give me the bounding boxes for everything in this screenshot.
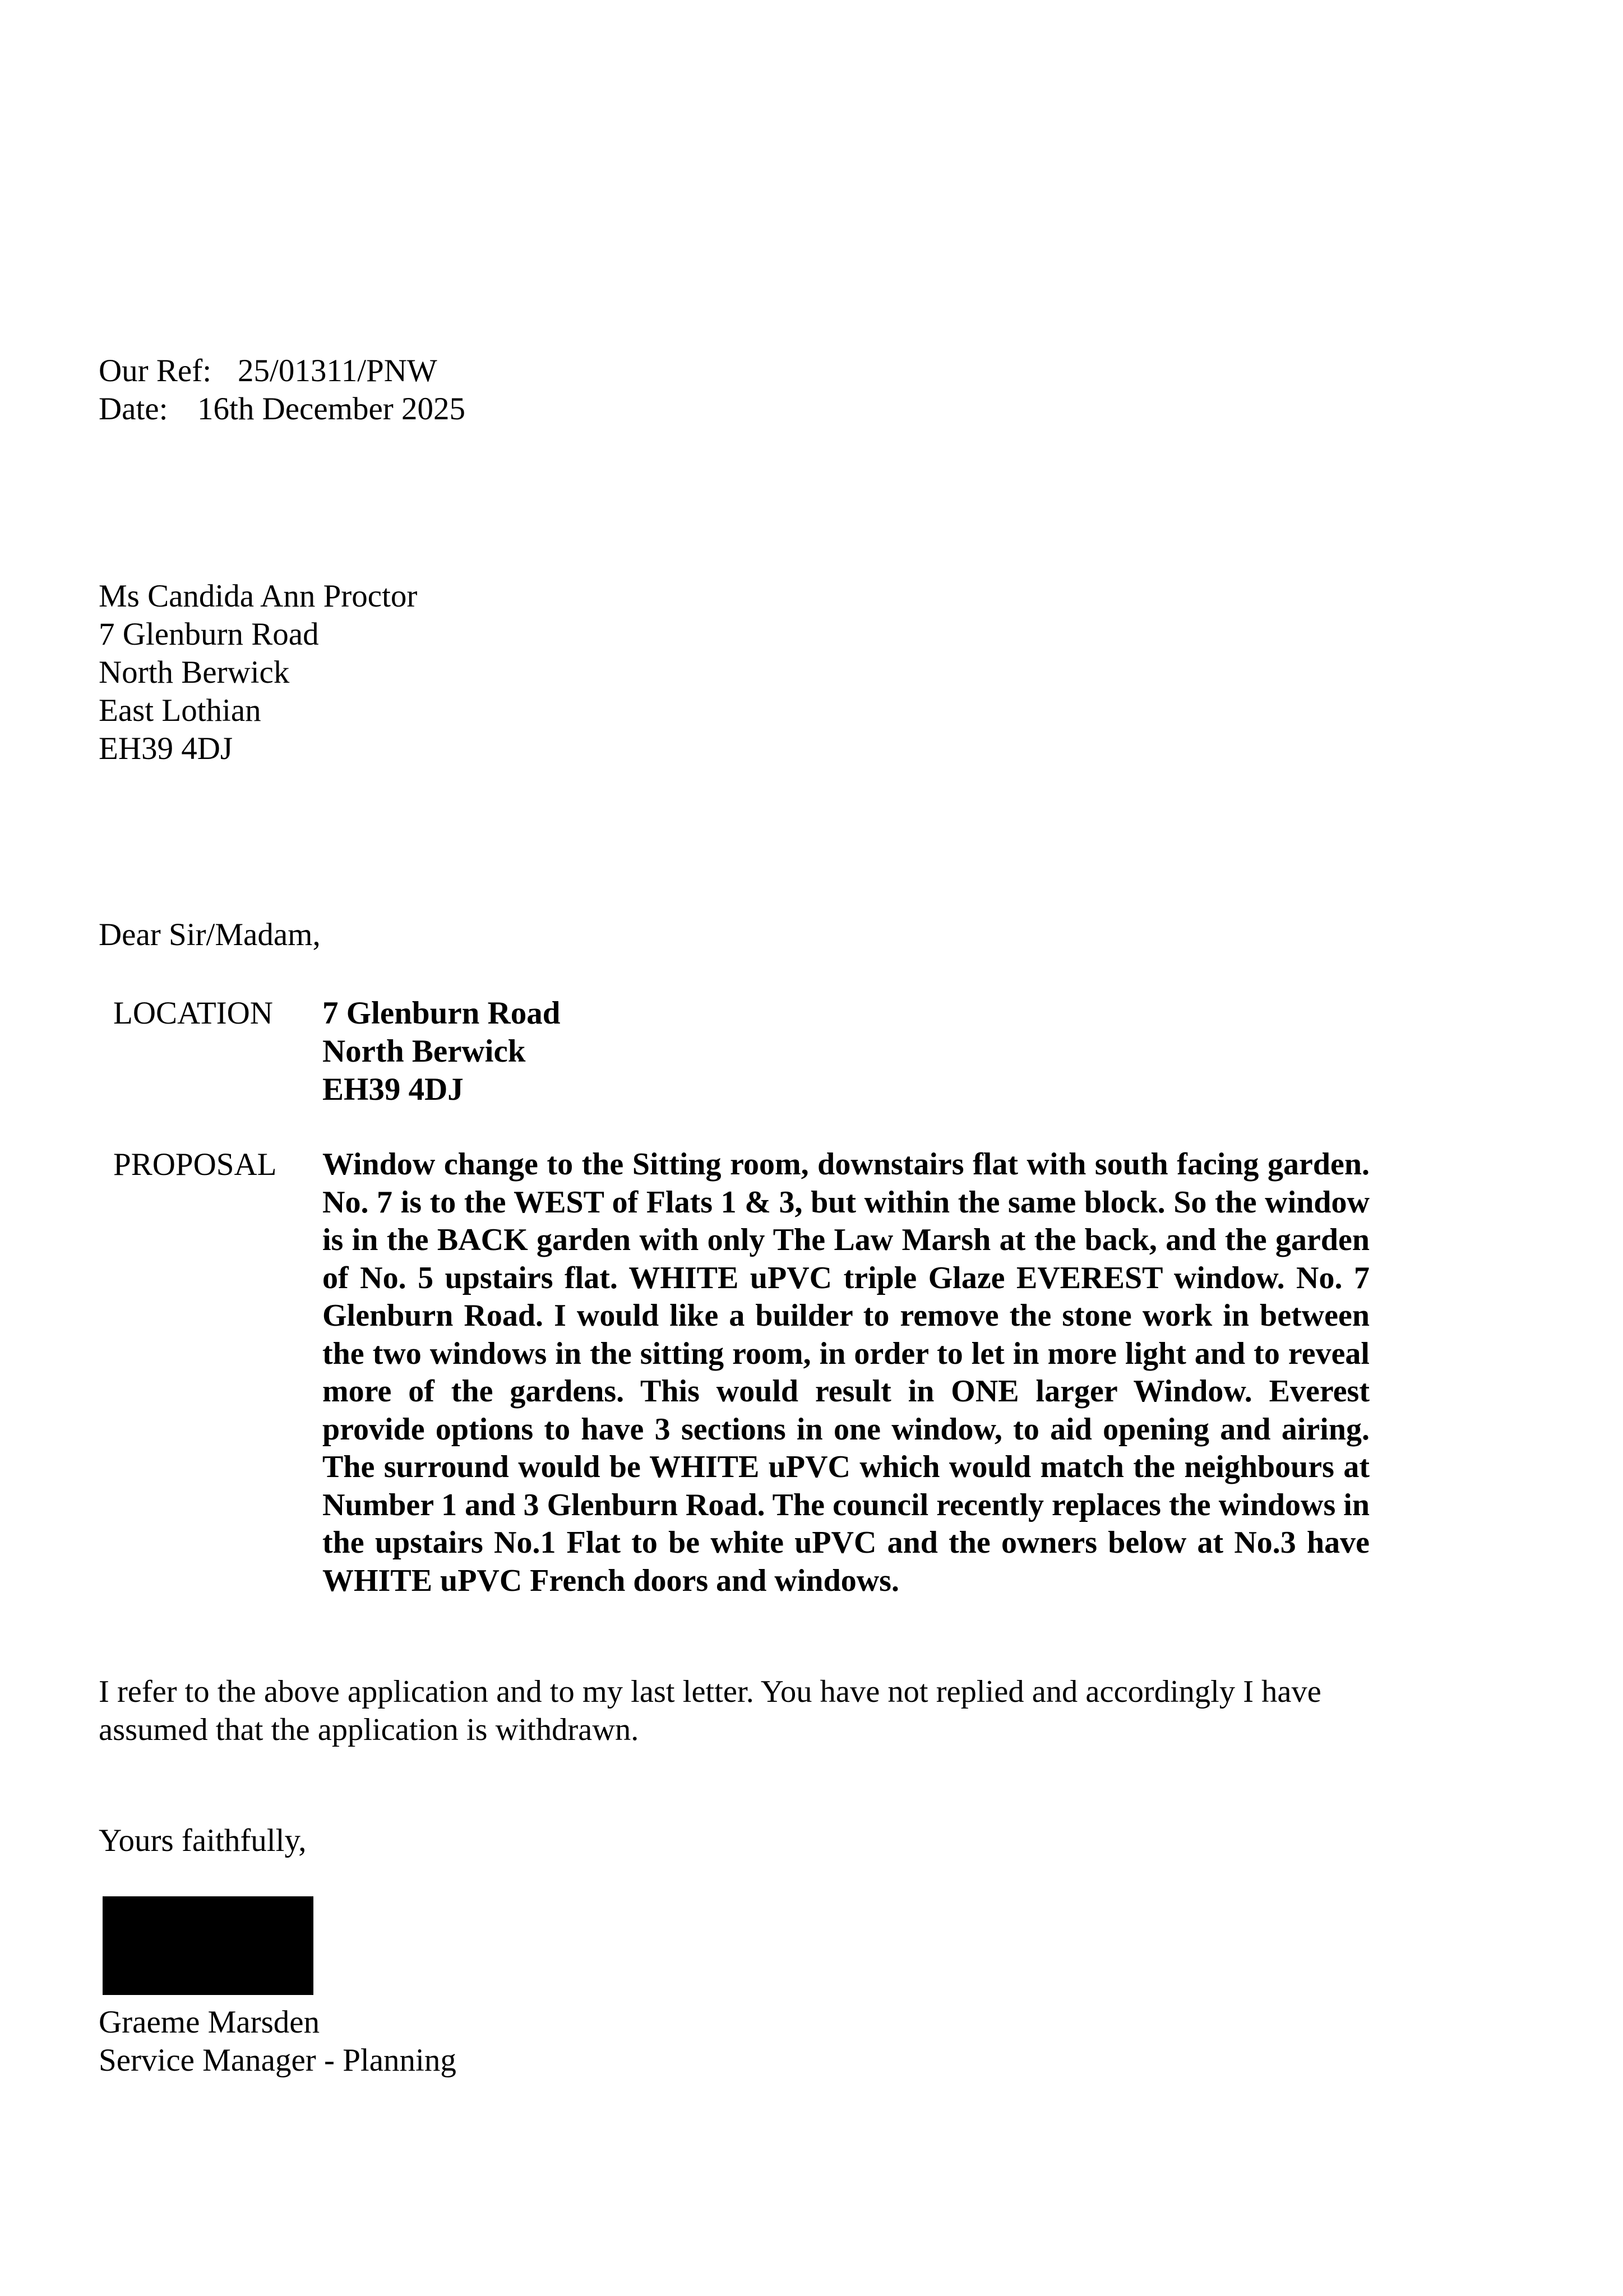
our-ref-label: Our Ref: — [99, 353, 212, 388]
closing: Yours faithfully, — [99, 1823, 307, 1858]
recipient-region: East Lothian — [99, 693, 261, 728]
location-line: EH39 4DJ — [322, 1072, 464, 1107]
our-ref-line — [99, 352, 465, 390]
salutation: Dear Sir/Madam, — [99, 917, 321, 952]
proposal-text: Window change to the Sitting room, downstairs flat with south facing garden. No. 7 is to the WEST of Flats 1 & 3, but within the same block. So the window is in the BACK garden with only The Law Marsh at the back, and the garden of No. 5 upstairs flat. WHITE uPVC triple Glaze EVEREST window. No. 7 Glenburn Road. I would like a builder to remove the stone work in between the two windows in the sitting room, in order to let in more light and to reveal more of the gardens. This would result in ONE larger Window. Everest provide options to have 3 sections in one window, to aid opening and airing. The surround would be WHITE uPVC which would match the neighbours at Number 1 and 3 Glenburn Road. The council recently replaces the windows in the upstairs No.1 Flat to be white uPVC and the owners below at No.3 have WHITE uPVC French doors and windows. — [322, 1147, 1370, 1598]
location-line: 7 Glenburn Road — [322, 996, 561, 1031]
signatory-block — [99, 2003, 456, 2080]
body-line: I refer to the above application and to my last letter. You have not replied and accordingly I have — [99, 1674, 1321, 1709]
redacted-signature — [103, 1896, 313, 1995]
our-ref-value: 25/01311/PNW — [238, 353, 437, 388]
recipient-address — [99, 577, 417, 768]
date-line — [99, 390, 465, 428]
recipient-street: 7 Glenburn Road — [99, 617, 319, 652]
body-line: assumed that the application is withdrawn. — [99, 1712, 639, 1747]
recipient-name: Ms Candida Ann Proctor — [99, 578, 418, 614]
date-label: Date: — [99, 391, 168, 427]
signatory-name: Graeme Marsden — [99, 2005, 320, 2040]
recipient-postcode: EH39 4DJ — [99, 731, 233, 766]
signatory-title: Service Manager - Planning — [99, 2043, 456, 2078]
date-value: 16th December 2025 — [197, 391, 466, 427]
body-paragraph — [99, 1673, 1371, 1749]
location-line: North Berwick — [322, 1034, 526, 1069]
recipient-town: North Berwick — [99, 655, 290, 690]
proposal-label: PROPOSAL — [113, 1147, 277, 1182]
location-value — [322, 994, 560, 1109]
location-label: LOCATION — [113, 996, 273, 1031]
reference-block — [99, 352, 465, 428]
